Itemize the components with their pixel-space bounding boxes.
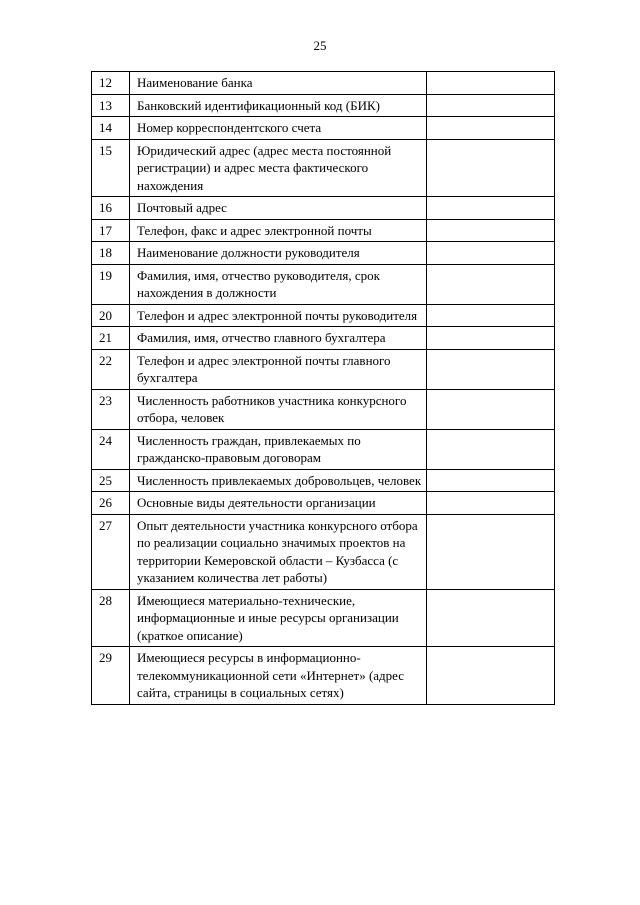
applicant-info-table (91, 71, 555, 705)
row-label: Фамилия, имя, отчество главного бухгалтера (130, 327, 427, 350)
table-row (92, 219, 555, 242)
row-value-cell[interactable] (427, 327, 555, 350)
row-number: 15 (92, 139, 130, 197)
row-label: Номер корреспондентского счета (130, 117, 427, 140)
row-number: 14 (92, 117, 130, 140)
row-value-cell[interactable] (427, 492, 555, 515)
row-value-cell[interactable] (427, 242, 555, 265)
row-label: Телефон и адрес электронной почты главного бухгалтера (130, 349, 427, 389)
table-row (92, 389, 555, 429)
table-row (92, 242, 555, 265)
row-label: Почтовый адрес (130, 197, 427, 220)
row-label: Численность граждан, привлекаемых по гражданско-правовым договорам (130, 429, 427, 469)
table-row (92, 117, 555, 140)
row-label: Опыт деятельности участника конкурсного отбора по реализации социально значимых проектов на территории Кемеровской области – Кузбасса (с указанием количества лет работы) (130, 514, 427, 589)
table-row (92, 304, 555, 327)
page-number: 25 (313, 38, 327, 53)
row-number: 17 (92, 219, 130, 242)
row-number: 27 (92, 514, 130, 589)
row-number: 24 (92, 429, 130, 469)
row-number: 28 (92, 589, 130, 647)
table-row (92, 94, 555, 117)
row-value-cell[interactable] (427, 219, 555, 242)
row-number: 23 (92, 389, 130, 429)
row-number: 29 (92, 647, 130, 705)
table-row (92, 492, 555, 515)
table-row (92, 589, 555, 647)
table-row (92, 647, 555, 705)
row-number: 22 (92, 349, 130, 389)
table-row (92, 72, 555, 95)
row-label: Имеющиеся ресурсы в информационно-телекоммуникационной сети «Интернет» (адрес сайта, страницы в социальных сетях) (130, 647, 427, 705)
row-label: Численность привлекаемых добровольцев, человек (130, 469, 427, 492)
row-label: Численность работников участника конкурсного отбора, человек (130, 389, 427, 429)
row-label: Телефон, факс и адрес электронной почты (130, 219, 427, 242)
row-value-cell[interactable] (427, 469, 555, 492)
table-row (92, 197, 555, 220)
row-value-cell[interactable] (427, 589, 555, 647)
table-body (92, 72, 555, 705)
row-label: Банковский идентификационный код (БИК) (130, 94, 427, 117)
row-number: 13 (92, 94, 130, 117)
row-number: 16 (92, 197, 130, 220)
row-value-cell[interactable] (427, 514, 555, 589)
table-row (92, 429, 555, 469)
row-number: 25 (92, 469, 130, 492)
row-label: Основные виды деятельности организации (130, 492, 427, 515)
row-value-cell[interactable] (427, 304, 555, 327)
row-value-cell[interactable] (427, 349, 555, 389)
table-row (92, 264, 555, 304)
table-row (92, 469, 555, 492)
table-row (92, 327, 555, 350)
table-row (92, 139, 555, 197)
row-label: Наименование банка (130, 72, 427, 95)
row-label: Наименование должности руководителя (130, 242, 427, 265)
row-value-cell[interactable] (427, 117, 555, 140)
row-value-cell[interactable] (427, 264, 555, 304)
table-row (92, 514, 555, 589)
row-label: Телефон и адрес электронной почты руководителя (130, 304, 427, 327)
row-value-cell[interactable] (427, 139, 555, 197)
row-number: 19 (92, 264, 130, 304)
table-row (92, 349, 555, 389)
row-label: Имеющиеся материально-технические, информационные и иные ресурсы организации (краткое описание) (130, 589, 427, 647)
row-number: 18 (92, 242, 130, 265)
row-label: Фамилия, имя, отчество руководителя, срок нахождения в должности (130, 264, 427, 304)
row-value-cell[interactable] (427, 389, 555, 429)
row-number: 26 (92, 492, 130, 515)
row-value-cell[interactable] (427, 197, 555, 220)
row-value-cell[interactable] (427, 429, 555, 469)
row-number: 20 (92, 304, 130, 327)
row-value-cell[interactable] (427, 72, 555, 95)
row-number: 12 (92, 72, 130, 95)
row-label: Юридический адрес (адрес места постоянной регистрации) и адрес места фактического нахождения (130, 139, 427, 197)
row-value-cell[interactable] (427, 647, 555, 705)
row-number: 21 (92, 327, 130, 350)
row-value-cell[interactable] (427, 94, 555, 117)
